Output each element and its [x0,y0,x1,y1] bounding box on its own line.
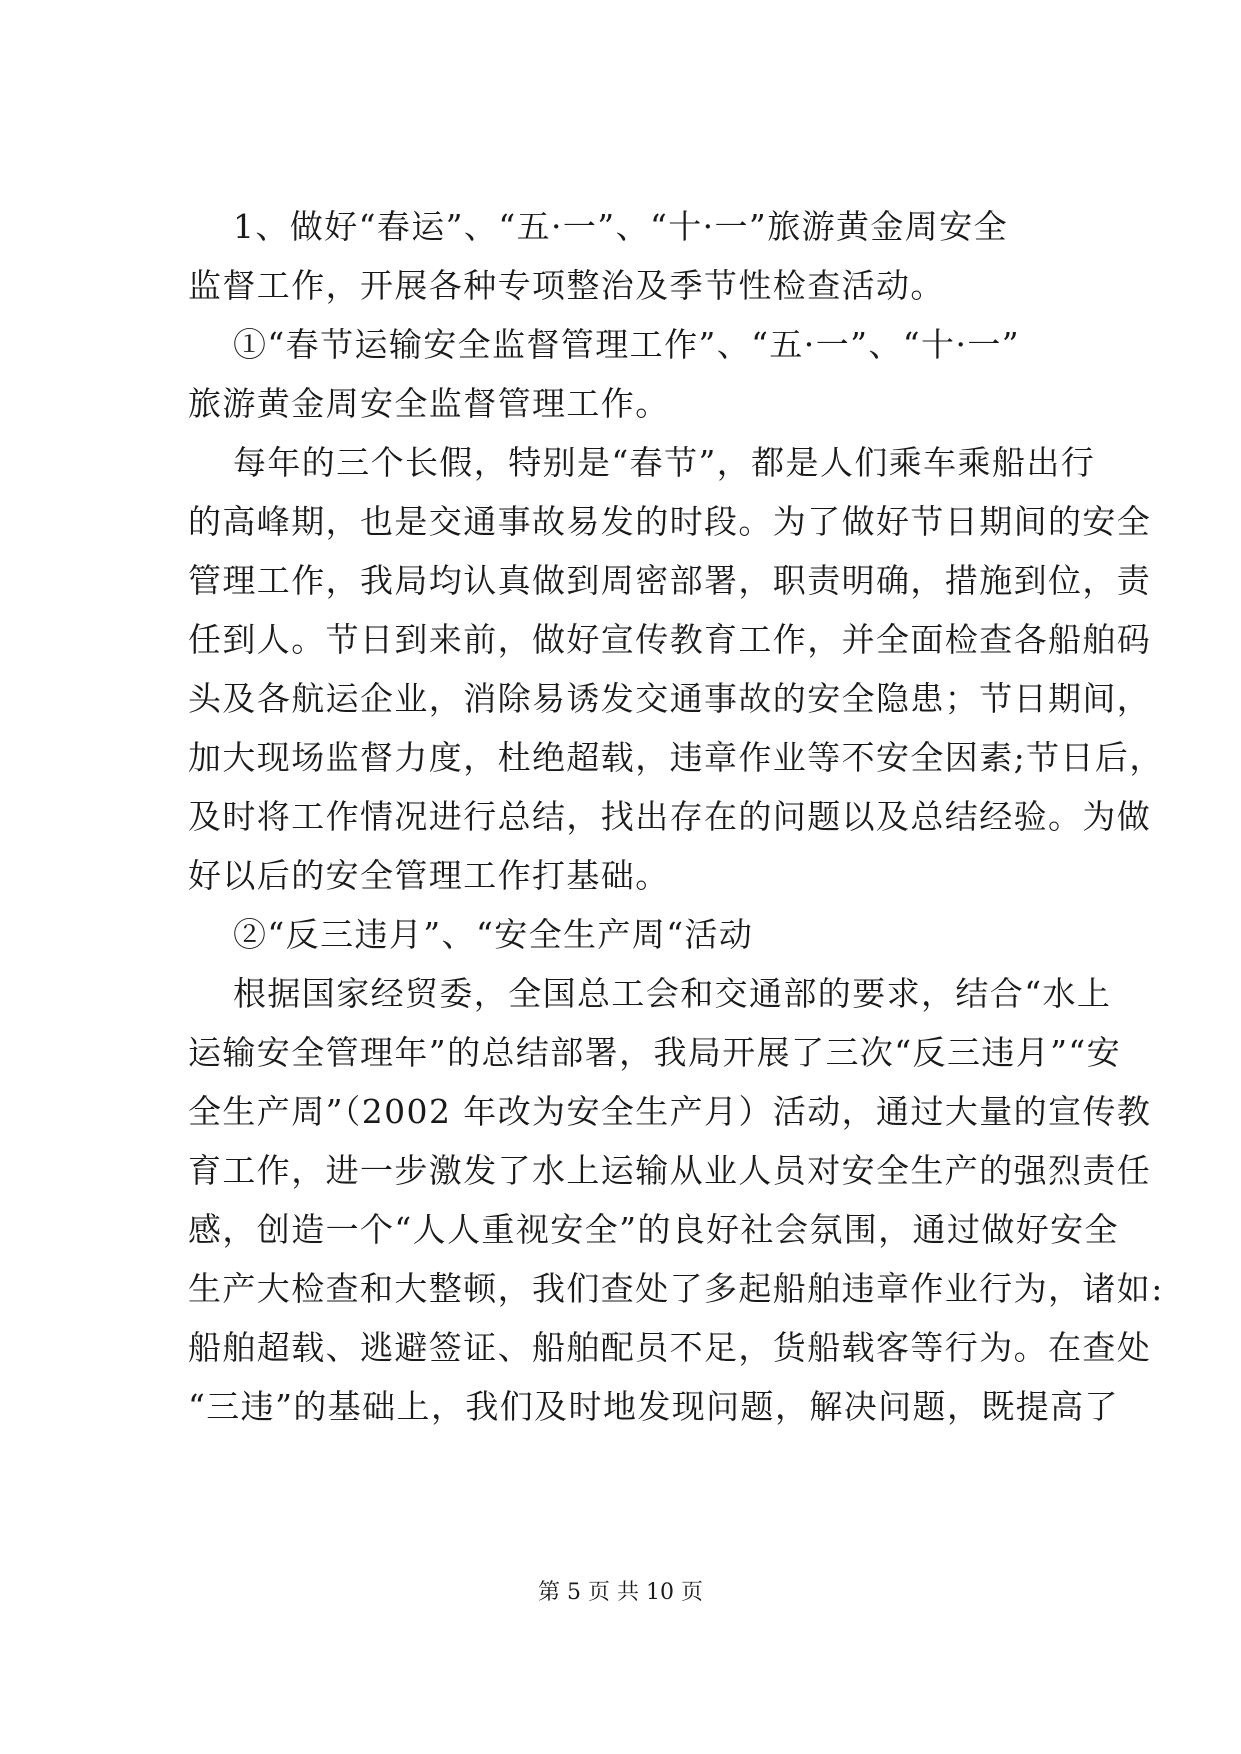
paragraph-line: 船舶超载、逃避签证、船舶配员不足，货船载客等行为。在查处 [188,1328,1152,1367]
paragraph-line: 监督工作，开展各种专项整治及季节性检查活动。 [188,266,945,305]
paragraph-line: 任到人。节日到来前，做好宣传教育工作，并全面检查各船舶码 [188,620,1152,659]
paragraph-line: 每年的三个长假，特别是“春节”，都是人们乘车乘船出行 [233,443,1096,482]
paragraph-line: 旅游黄金周安全监督管理工作。 [188,384,670,423]
paragraph-line: 头及各航运企业，消除易诱发交通事故的安全隐患；节日期间， [188,679,1152,718]
paragraph-line: 感，创造一个“人人重视安全”的良好社会氛围，通过做好安全 [188,1210,1119,1249]
paragraph-line: 及时将工作情况进行总结，找出存在的问题以及总结经验。为做 [188,797,1152,836]
paragraph-line: 管理工作，我局均认真做到周密部署，职责明确，措施到位，责 [188,561,1152,600]
paragraph-line: 育工作，进一步激发了水上运输从业人员对安全生产的强烈责任 [188,1151,1152,1190]
page-number-footer: 第 5 页 共 10 页 [538,1580,703,1605]
paragraph-line: 根据国家经贸委，全国总工会和交通部的要求，结合“水上 [233,974,1112,1013]
paragraph-line: ②“反三违月”、“安全生产周“活动 [233,915,754,954]
paragraph-line: 加大现场监督力度，杜绝超载，违章作业等不安全因素;节日后， [188,738,1164,777]
paragraph-line: ①“春节运输安全监督管理工作”、“五·一”、“十·一” [233,325,1021,364]
paragraph-line: 1、做好“春运”、“五·一”、“十·一”旅游黄金周安全 [233,207,1008,246]
paragraph-line: 的高峰期，也是交通事故易发的时段。为了做好节日期间的安全 [188,502,1152,541]
paragraph-line: 运输安全管理年”的总结部署，我局开展了三次“反三违月”“安 [188,1033,1122,1072]
paragraph-line: 生产大检查和大整顿，我们查处了多起船舶违章作业行为，诸如: [188,1269,1164,1308]
paragraph-line: 全生产周”（2002 年改为安全生产月）活动，通过大量的宣传教 [188,1092,1152,1131]
paragraph-line: “三违”的基础上，我们及时地发现问题，解决问题，既提高了 [188,1387,1119,1426]
paragraph-line: 好以后的安全管理工作打基础。 [188,856,670,895]
